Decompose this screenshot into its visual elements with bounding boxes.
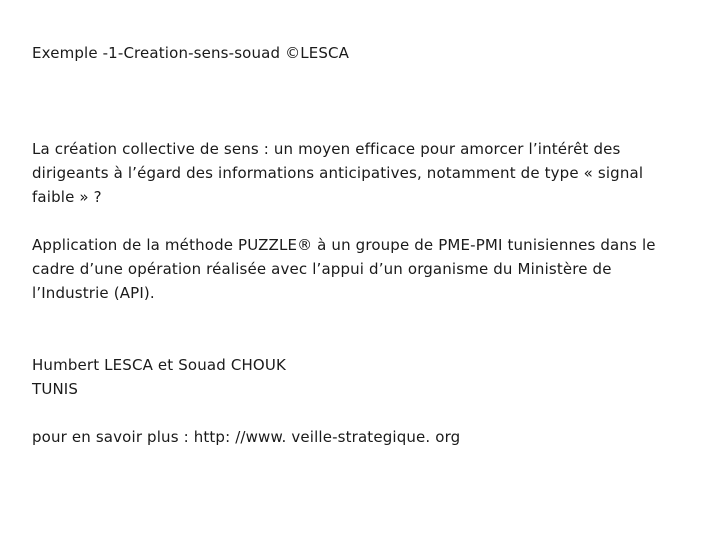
title-line-2: dirigeants à l’égard des informations anticipatives, notamment de type « signal [32, 164, 644, 182]
more-info-text: pour en savoir plus : http: //www. veille-strategique. org [32, 428, 461, 446]
title-line-3: faible » ? [32, 188, 102, 206]
more-info-line [32, 425, 696, 449]
subtitle-line-2: cadre d’une opération réalisée avec l’appui d’un organisme du Ministère de [32, 260, 612, 278]
author-names: Humbert LESCA et Souad CHOUK [32, 356, 286, 374]
header-text: Exemple -1-Creation-sens-souad ©LESCA [32, 44, 350, 62]
title-line-1: La création collective de sens : un moyen efficace pour amorcer l’intérêt des [32, 140, 621, 158]
subtitle-line-1: Application de la méthode PUZZLE® à un groupe de PME-PMI tunisiennes dans le [32, 236, 656, 254]
authors-line [32, 353, 696, 377]
subtitle-line-3: l’Industrie (API). [32, 284, 155, 302]
document-header [32, 41, 696, 65]
location-line [32, 377, 696, 401]
author-city: TUNIS [32, 380, 79, 398]
subtitle-paragraph [32, 233, 696, 305]
title-paragraph [32, 137, 696, 209]
